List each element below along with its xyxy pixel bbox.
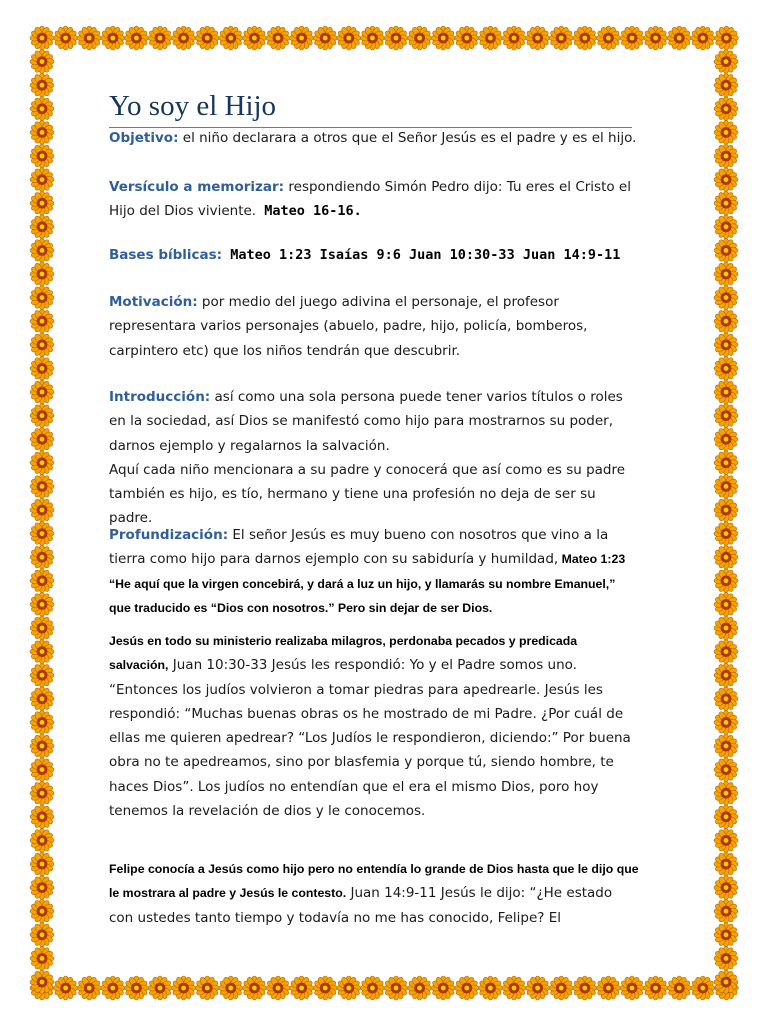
sunflower-icon bbox=[714, 380, 738, 404]
bases-label: Bases bíblicas: bbox=[109, 247, 223, 263]
versiculo-text: respondiendo Simón Pedro dijo: Tu eres el Cristo el Hijo del Dios viviente. bbox=[109, 179, 631, 220]
sunflower-icon bbox=[714, 50, 738, 74]
sunflower-icon bbox=[195, 26, 219, 50]
sunflower-icon bbox=[549, 26, 573, 50]
objetivo-label: Objetivo: bbox=[109, 130, 179, 146]
sunflower-icon bbox=[266, 26, 290, 50]
sunflower-icon bbox=[219, 26, 243, 50]
sunflower-icon bbox=[30, 758, 54, 782]
sunflower-icon bbox=[30, 663, 54, 687]
sunflower-icon bbox=[30, 286, 54, 310]
sunflower-icon bbox=[526, 976, 550, 1000]
sunflower-icon bbox=[30, 26, 54, 50]
sunflower-icon bbox=[172, 26, 196, 50]
introduccion-section bbox=[109, 385, 639, 531]
sunflower-icon bbox=[30, 569, 54, 593]
sunflower-icon bbox=[502, 26, 526, 50]
sunflower-icon bbox=[596, 26, 620, 50]
sunflower-icon bbox=[30, 427, 54, 451]
sunflower-icon bbox=[573, 26, 597, 50]
sunflower-icon bbox=[714, 522, 738, 546]
sunflower-icon bbox=[714, 970, 738, 994]
sunflower-icon bbox=[478, 26, 502, 50]
sunflower-icon bbox=[714, 262, 738, 286]
sunflower-icon bbox=[714, 710, 738, 734]
sunflower-icon bbox=[714, 238, 738, 262]
felipe-text: Juan 14:9-11 Jesús le dijo: “¿He estado con ustedes tanto tiempo y todavía no me has conocido, Felipe? El bbox=[109, 885, 613, 926]
introduccion-text-2: Aquí cada niño mencionara a su padre y conocerá que así como es su padre también es hijo, es tío, hermano y tiene una profesión no deja de ser su padre. bbox=[109, 461, 626, 527]
sunflower-icon bbox=[714, 899, 738, 923]
profundizacion-verse: Mateo 1:23 “He aquí que la virgen concebirá, y dará a luz un hijo, y llamarás su nombre Emanuel,” que traducido es “Dios con nosotros.” Pero sin dejar de ser Dios. bbox=[109, 552, 626, 615]
sunflower-icon bbox=[30, 805, 54, 829]
sunflower-icon bbox=[30, 976, 54, 1000]
sunflower-icon bbox=[30, 852, 54, 876]
sunflower-icon bbox=[714, 592, 738, 616]
sunflower-icon bbox=[30, 522, 54, 546]
sunflower-icon bbox=[502, 976, 526, 1000]
sunflower-icon bbox=[77, 976, 101, 1000]
sunflower-icon bbox=[54, 26, 78, 50]
sunflower-icon bbox=[644, 26, 668, 50]
sunflower-icon bbox=[195, 976, 219, 1000]
motivacion-section bbox=[109, 290, 639, 363]
sunflower-icon bbox=[313, 976, 337, 1000]
sunflower-icon bbox=[30, 333, 54, 357]
sunflower-icon bbox=[714, 805, 738, 829]
sunflower-icon bbox=[30, 73, 54, 97]
sunflower-icon bbox=[30, 309, 54, 333]
versiculo-section bbox=[109, 175, 639, 224]
introduccion-text: así como una sola persona puede tener varios títulos o roles en la sociedad, así Dios se manifestó como hijo para mostrarnos su poder, darnos ejemplo y regalarnos la salvación. bbox=[109, 389, 623, 454]
sunflower-icon bbox=[714, 474, 738, 498]
sunflower-icon bbox=[148, 26, 172, 50]
sunflower-icon bbox=[54, 976, 78, 1000]
sunflower-icon bbox=[30, 50, 54, 74]
sunflower-icon bbox=[714, 876, 738, 900]
sunflower-icon bbox=[30, 710, 54, 734]
sunflower-icon bbox=[714, 404, 738, 428]
sunflower-icon bbox=[101, 26, 125, 50]
sunflower-icon bbox=[573, 976, 597, 1000]
jesus-ministry-bold: Jesús en todo su ministerio realizaba milagros, perdonaba pecados y predicada salvación, bbox=[109, 634, 578, 673]
sunflower-icon bbox=[431, 26, 455, 50]
sunflower-icon bbox=[620, 976, 644, 1000]
sunflower-icon bbox=[30, 687, 54, 711]
sunflower-icon bbox=[714, 569, 738, 593]
sunflower-icon bbox=[30, 734, 54, 758]
sunflower-icon bbox=[714, 120, 738, 144]
sunflower-icon bbox=[714, 640, 738, 664]
profundizacion-label: Profundización: bbox=[109, 527, 229, 543]
sunflower-icon bbox=[242, 976, 266, 1000]
sunflower-icon bbox=[714, 923, 738, 947]
sunflower-icon bbox=[714, 451, 738, 475]
sunflower-icon bbox=[30, 828, 54, 852]
sunflower-icon bbox=[30, 238, 54, 262]
felipe-paragraph bbox=[109, 857, 639, 930]
sunflower-icon bbox=[360, 976, 384, 1000]
sunflower-icon bbox=[714, 26, 738, 50]
profundizacion-text: El señor Jesús es muy bueno con nosotros que vino a la tierra como hijo para darnos ejemplo con su sabiduría y humildad, bbox=[109, 527, 609, 568]
sunflower-icon bbox=[644, 976, 668, 1000]
sunflower-icon bbox=[714, 687, 738, 711]
sunflower-icon bbox=[408, 976, 432, 1000]
sunflower-icon bbox=[455, 26, 479, 50]
sunflower-icon bbox=[714, 734, 738, 758]
sunflower-icon bbox=[30, 191, 54, 215]
sunflower-icon bbox=[101, 976, 125, 1000]
sunflower-icon bbox=[691, 976, 715, 1000]
sunflower-icon bbox=[714, 781, 738, 805]
sunflower-icon bbox=[30, 616, 54, 640]
sunflower-icon bbox=[30, 545, 54, 569]
sunflower-icon bbox=[384, 26, 408, 50]
sunflower-icon bbox=[30, 498, 54, 522]
sunflower-icon bbox=[455, 976, 479, 1000]
sunflower-icon bbox=[30, 168, 54, 192]
motivacion-label: Motivación: bbox=[109, 294, 198, 310]
sunflower-icon bbox=[172, 976, 196, 1000]
felipe-bold: Felipe conocía a Jesús como hijo pero no entendía lo grande de Dios hasta que le dijo que le mostrara al padre y Jesús le contesto. bbox=[109, 862, 639, 901]
sunflower-icon bbox=[219, 976, 243, 1000]
sunflower-icon bbox=[714, 498, 738, 522]
sunflower-icon bbox=[714, 309, 738, 333]
motivacion-text: por medio del juego adivina el personaje, el profesor representara varios personajes (abuelo, padre, hijo, policía, bomberos, carpintero etc) que los niños tendrán que descubrir. bbox=[109, 294, 588, 359]
objetivo-section bbox=[109, 126, 639, 150]
sunflower-icon bbox=[691, 26, 715, 50]
sunflower-icon bbox=[30, 144, 54, 168]
introduccion-label: Introducción: bbox=[109, 389, 211, 405]
sunflower-icon bbox=[714, 191, 738, 215]
jesus-ministry-text: Juan 10:30-33 Jesús les respondió: Yo y el Padre somos uno. “Entonces los judíos volvieron a tomar piedras para apedrearle. Jesús les respondió: “Muchas buenas obras os he mostrado de mi Padre. ¿Por cuál de ellas me quieren apedrear? “Los Judíos le respondieron, diciendo:” Por buena obra no te apedreamos, sino por blasfemia y porque tú, siendo hombre, te haces Dios”. Los judíos no entendían que el era el mismo Dios, poro hoy tenemos la revelación de dios y le conocemos. bbox=[109, 657, 631, 820]
sunflower-icon bbox=[714, 168, 738, 192]
profundizacion-section bbox=[109, 523, 639, 620]
sunflower-icon bbox=[30, 356, 54, 380]
sunflower-icon bbox=[714, 545, 738, 569]
sunflower-icon bbox=[360, 26, 384, 50]
sunflower-icon bbox=[596, 976, 620, 1000]
sunflower-icon bbox=[714, 828, 738, 852]
sunflower-icon bbox=[714, 215, 738, 239]
sunflower-icon bbox=[714, 97, 738, 121]
sunflower-icon bbox=[714, 616, 738, 640]
sunflower-icon bbox=[30, 474, 54, 498]
sunflower-icon bbox=[30, 946, 54, 970]
sunflower-icon bbox=[714, 663, 738, 687]
sunflower-icon bbox=[337, 26, 361, 50]
sunflower-icon bbox=[667, 26, 691, 50]
sunflower-icon bbox=[30, 404, 54, 428]
sunflower-icon bbox=[30, 923, 54, 947]
sunflower-icon bbox=[714, 946, 738, 970]
sunflower-icon bbox=[30, 262, 54, 286]
sunflower-icon bbox=[714, 73, 738, 97]
sunflower-icon bbox=[478, 976, 502, 1000]
sunflower-icon bbox=[30, 970, 54, 994]
sunflower-icon bbox=[30, 876, 54, 900]
sunflower-icon bbox=[620, 26, 644, 50]
sunflower-icon bbox=[30, 781, 54, 805]
sunflower-icon bbox=[431, 976, 455, 1000]
sunflower-icon bbox=[30, 97, 54, 121]
sunflower-icon bbox=[313, 26, 337, 50]
sunflower-icon bbox=[714, 976, 738, 1000]
sunflower-icon bbox=[549, 976, 573, 1000]
sunflower-icon bbox=[242, 26, 266, 50]
sunflower-icon bbox=[290, 26, 314, 50]
sunflower-icon bbox=[30, 592, 54, 616]
jesus-ministry-paragraph bbox=[109, 629, 639, 823]
versiculo-label: Versículo a memorizar: bbox=[109, 179, 285, 195]
sunflower-icon bbox=[408, 26, 432, 50]
objetivo-text: el niño declarara a otros que el Señor Jesús es el padre y es el hijo. bbox=[178, 130, 637, 146]
versiculo-reference: Mateo 16-16. bbox=[256, 203, 362, 220]
bases-section bbox=[109, 243, 639, 267]
sunflower-icon bbox=[30, 120, 54, 144]
sunflower-icon bbox=[148, 976, 172, 1000]
sunflower-icon bbox=[526, 26, 550, 50]
sunflower-icon bbox=[337, 976, 361, 1000]
sunflower-icon bbox=[30, 899, 54, 923]
sunflower-icon bbox=[714, 144, 738, 168]
sunflower-icon bbox=[714, 852, 738, 876]
sunflower-icon bbox=[714, 356, 738, 380]
sunflower-icon bbox=[266, 976, 290, 1000]
sunflower-icon bbox=[77, 26, 101, 50]
sunflower-icon bbox=[714, 758, 738, 782]
sunflower-icon bbox=[714, 286, 738, 310]
sunflower-icon bbox=[124, 26, 148, 50]
sunflower-icon bbox=[714, 427, 738, 451]
document-title: Yo soy el Hijo bbox=[109, 90, 277, 122]
sunflower-icon bbox=[30, 380, 54, 404]
sunflower-icon bbox=[30, 215, 54, 239]
bases-references: Mateo 1:23 Isaías 9:6 Juan 10:30-33 Juan 14:9-11 bbox=[222, 247, 621, 263]
sunflower-icon bbox=[290, 976, 314, 1000]
sunflower-icon bbox=[30, 640, 54, 664]
sunflower-icon bbox=[30, 451, 54, 475]
sunflower-icon bbox=[714, 333, 738, 357]
sunflower-icon bbox=[384, 976, 408, 1000]
sunflower-icon bbox=[667, 976, 691, 1000]
sunflower-icon bbox=[124, 976, 148, 1000]
